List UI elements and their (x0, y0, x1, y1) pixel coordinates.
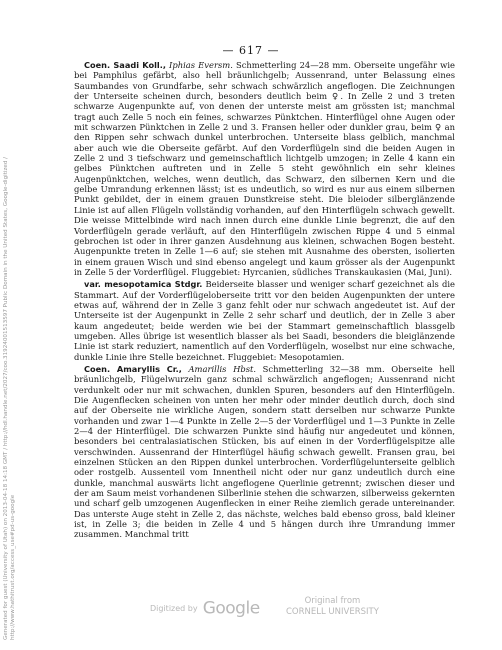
species-name: var. mesopotamica Stdgr. (84, 279, 203, 290)
synonym: Iphias Eversm. (169, 60, 233, 70)
species-description: Beiderseite blasser und weniger scharf gezeichnet als die Stammart. Auf der Vorderflügeloberseite tritt vor den beiden Augenpunkten der untere etwas auf, während der in Zelle 3 ganz fehlt oder nur schwach angedeutet ist. Auf der Unterseite ist der Augenpunkt in Zelle 2 sehr scharf und deutlich, der in Zelle 3 aber kaum angedeutet; beide werden wie bei der Stammart gemeinschaftlich blassgelb umgeben. Alles übrige ist wesentlich blasser als bei Saadi, besonders die bleiglänzende Linie ist stark reduziert, namentlich auf den Vorderflügeln, woselbst nur eine schwache, dunkle Linie ihre Stelle bezeichnet. Fluggebiet: Mesopotamien. (74, 279, 456, 362)
paragraph-mesopotamica (74, 279, 455, 362)
google-logo: Google (202, 598, 260, 619)
cornell-original-label: Original from (304, 596, 361, 606)
cornell-university-label: CORNELL UNIVERSITY (286, 607, 379, 617)
page-footer (0, 590, 502, 630)
cornell-watermark (286, 596, 379, 618)
species-description: Schmetterling 24—28 mm. Oberseite ungefähr wie bei Pamphilus gefärbt, also hell bräunlichgelb; Aussenrand, unter Belassung eines Saumbandes von Grundfarbe, sehr schwach schwärzlich angeflogen. Die Zeichnungen der Unterseite scheinen durch, besonders deutlich beim ♀. In Zelle 2 und 3 treten schwarze Augenpunkte auf, von denen der unterste meist am grössten ist; manchmal tragt auch Zelle 5 noch ein feines, schwarzes Pünktchen. Hinterflügel ohne Augen oder mit schwarzen Pünktchen in Zelle 2 und 3. Fransen heller oder dunkler grau, beim ♀ an den Rippen sehr schwach dunkel unterbrochen. Unterseite blass gelblich, manchmal aber auch wie die Oberseite gefärbt. Auf den Vorderflügeln sind die beiden Augen in Zelle 2 und 3 tiefschwarz und gemeinschaftlich lichtgelb umzogen; in Zelle 4 kann ein gelbes Pünktchen auftreten und in Zelle 5 steht gewöhnlich ein sehr kleines Augenpünktchen, welches, wenn deutlich, das Schwarz, den silbernen Kern und die gelbe Umrandung erkennen lässt; ist es undeutlich, so wird es nur aus einem silbernen Punkt gebildet, der in einem grauen Dunstkreise steht. Die bleioder silberglänzende Linie ist auf allen Flügeln vollständig vorhanden, auf den Hinterflügeln schwach gewellt. Die weisse Mittelbinde wird nach innen durch eine dunkle Linie begrenzt, die auf den Vorderflügeln gerade verläuft, auf den Hinterflügeln zwischen Rippe 4 und 5 einmal gebrochen ist oder in ihrer ganzen Ausdehnung aus kleinen, schwachen Bogen besteht. Augenpunkte treten in Zelle 1—6 auf; sie stehen mit Ausnahme des obersten, isolierten in einem grauen Wisch und sind ebenso angelegt und kaum grösser als der Augenpunkt in Zelle 5 der Vorderflügel. Fluggebiet: Hyrcanien, südliches Transkaukasien (Mai, Juni). (74, 60, 455, 277)
page-number: — 617 — (222, 44, 280, 57)
google-digitized-label: Digitized by (150, 604, 198, 613)
synonym: Amarillis Hbst. (188, 363, 257, 374)
species-description: Schmetterling 32—38 mm. Oberseite hell bräunlichgelb, Flügelwurzeln ganz schmal schwärzlich angeflogen; Aussenrand nicht verdunkelt oder nur mit schwachen, dunklen Spuren, besonders auf den Hinterflügeln. Die Augenflecken scheinen von unten her mehr oder minder deutlich durch, doch sind auf der Oberseite nie wirkliche Augen, sondern statt derselben nur schwarze Punkte vorhanden und zwar 1—4 Punkte in Zelle 2—5 der Vorderflügel und 1—3 Punkte in Zelle 2—4 der Hinterflügel. Die schwarzen Punkte sind häufig nur angedeutet und können, besonders bei centralasiatischen Stücken, bis auf einen in der Vorderflügelspitze alle verschwinden. Aussenrand der Hinterflügel häufig schwach gewellt. Fransen grau, bei einzelnen Stücken an den Rippen dunkel unterbrochen. Vorderflügelunterseite gelblich oder rostgelb. Aussenteil vom Innentheil nicht oder nur ganz undeutlich durch eine dunkle, manchmal auswärts licht angeflogene Querlinie getrennt; zwischen dieser und der am Saum meist vorhandenen Silberlinie stehen die schwarzen, silberweiss gekernten und scharf gelb umzogenen Augenflecken in einer Reihe ziemlich gerade untereinander. Das unterste Auge steht in Zelle 2, das nächste, welches bald ebenso gross, bald kleiner ist, in Zelle 3; die beiden in Zelle 4 und 5 hängen durch ihre Umrandung immer zusammen. Manchmal tritt (74, 363, 455, 540)
paragraph-amaryllis (74, 364, 455, 540)
species-name: Coen. Saadi Koll., (84, 60, 166, 70)
google-watermark (150, 598, 260, 619)
species-name: Coen. Amaryllis Cr., (84, 363, 182, 374)
paragraph-saadi (74, 60, 455, 277)
body-text (74, 60, 455, 542)
digitization-side-note: Generated for guest (University of Utah) on 2013-04-18 14:18 GMT / http://hdl.handle.net/2027/coo.31924001513597 Public Domain in the United States, Google-digitized / http://www.hathitrust.org/access_use#pd-us-google (3, 156, 16, 640)
